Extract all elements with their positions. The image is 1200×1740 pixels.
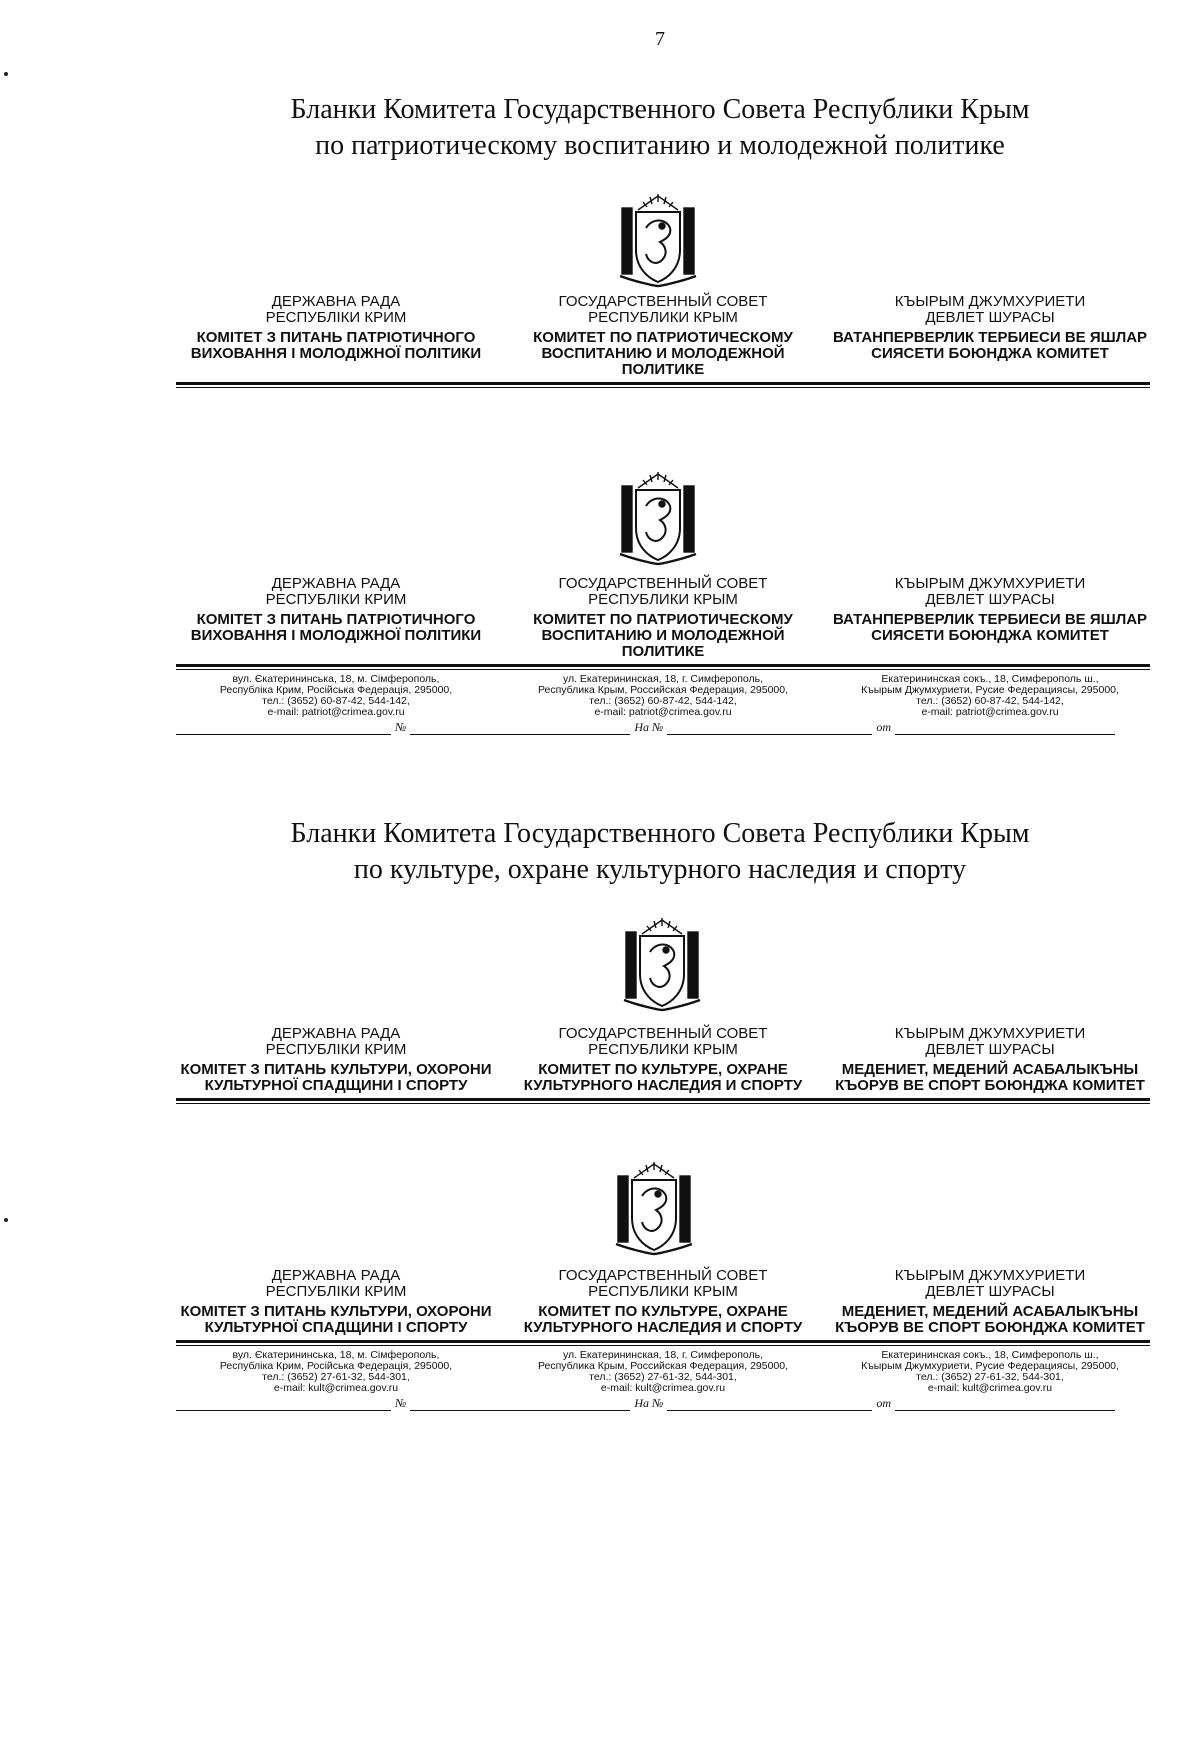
address-block-ukrainian: вул. Єкатерининська, 18, м. Сімферополь, Республіка Крим, Російська Федерація, 295000, тел.: (3652) 27-61-32, 544-301, e-mail: kult@crimea.gov.ru <box>219 1349 453 1394</box>
council-name: КЪЫРЫМ ДЖУМХУРИЕТИ ДЕВЛЕТ ШУРАСЫ <box>894 575 1086 608</box>
header-rule <box>176 1098 1150 1101</box>
header-rule-thin <box>176 1345 1150 1346</box>
council-name: ДЕРЖАВНА РАДА РЕСПУБЛІКИ КРИМ <box>265 293 407 326</box>
council-name: ГОСУДАРСТВЕННЫЙ СОВЕТ РЕСПУБЛИКИ КРЫМ <box>558 293 768 326</box>
margin-mark <box>4 72 8 76</box>
section-title-culture <box>180 816 1140 888</box>
council-name: КЪЫРЫМ ДЖУМХУРИЕТИ ДЕВЛЕТ ШУРАСЫ <box>894 293 1086 326</box>
page-number: 7 <box>655 28 665 50</box>
address-block-crimean-tatar: Екатерининская сокъ., 18, Симферополь ш., Къырым Джумхуриети, Русие Федерациясы, 295000, тел.: (3652) 60-87-42, 544-142, e-mail: patriot@crimea.gov.ru <box>861 673 1119 718</box>
committee-name: КОМІТЕТ З ПИТАНЬ ПАТРІОТИЧНОГО ВИХОВАННЯ І МОЛОДІЖНОЇ ПОЛІТИКИ <box>190 611 482 644</box>
header-rule-thin <box>176 669 1150 670</box>
letterhead-column-crimean-tatar <box>830 1268 1150 1336</box>
committee-name: КОМИТЕТ ПО ПАТРИОТИЧЕСКОМУ ВОСПИТАНИЮ И МОЛОДЕЖНОЙ ПОЛИТИКЕ <box>533 329 793 378</box>
address-block-crimean-tatar: Екатерининская сокъ., 18, Симферополь ш., Къырым Джумхуриети, Русие Федерациясы, 295000, тел.: (3652) 27-61-32, 544-301, e-mail: kult@crimea.gov.ru <box>861 1349 1119 1394</box>
crimea-coat-of-arms-icon <box>616 192 700 288</box>
ref-date-label: от <box>876 1396 891 1410</box>
section-title-line1: Бланки Комитета Государственного Совета Республики Крым <box>290 94 1030 125</box>
ref-number-field <box>176 722 391 735</box>
ref-incoming-label: На № <box>634 720 664 734</box>
committee-name: КОМИТЕТ ПО КУЛЬТУРЕ, ОХРАНЕ КУЛЬТУРНОГО НАСЛЕДИЯ И СПОРТУ <box>523 1303 803 1336</box>
committee-name: МЕДЕНИЕТ, МЕДЕНИЙ АСАБАЛЫКЪНЫ КЪОРУВ ВЕ СПОРТ БОЮНДЖА КОМИТЕТ <box>835 1303 1145 1336</box>
committee-name: КОМІТЕТ З ПИТАНЬ ПАТРІОТИЧНОГО ВИХОВАННЯ І МОЛОДІЖНОЇ ПОЛІТИКИ <box>190 329 482 362</box>
letterhead-column-ukrainian <box>176 1268 496 1336</box>
committee-name: ВАТАНПЕРВЕРЛИК ТЕРБИЕСИ ВЕ ЯШЛАР СИЯСЕТИ БОЮНДЖА КОМИТЕТ <box>832 329 1148 362</box>
ref-date-value-field <box>895 722 1115 735</box>
ref-incoming-field <box>410 722 630 735</box>
ref-incoming-field <box>410 1398 630 1411</box>
committee-name: КОМИТЕТ ПО КУЛЬТУРЕ, ОХРАНЕ КУЛЬТУРНОГО НАСЛЕДИЯ И СПОРТУ <box>523 1061 803 1094</box>
section-title-line2: по культуре, охране культурного наследия и спорту <box>353 854 967 885</box>
ref-date-value-field <box>895 1398 1115 1411</box>
ref-date-field <box>667 1398 872 1411</box>
header-rule <box>176 382 1150 385</box>
letterhead-column-crimean-tatar <box>830 294 1150 378</box>
letterhead-patriotic-short <box>176 294 1150 388</box>
reference-line <box>176 720 1150 735</box>
council-name: ДЕРЖАВНА РАДА РЕСПУБЛІКИ КРИМ <box>265 1267 407 1300</box>
ref-number-label: № <box>395 1396 407 1410</box>
letterhead-column-ukrainian <box>176 576 496 660</box>
address-block-russian: ул. Екатерининская, 18, г. Симферополь, Республика Крым, Российская Федерация, 295000, тел.: (3652) 27-61-32, 544-301, e-mail: kult@crimea.gov.ru <box>537 1349 789 1394</box>
reference-line <box>176 1396 1150 1411</box>
section-title-patriotic <box>180 92 1140 164</box>
committee-name: МЕДЕНИЕТ, МЕДЕНИЙ АСАБАЛЫКЪНЫ КЪОРУВ ВЕ СПОРТ БОЮНДЖА КОМИТЕТ <box>835 1061 1145 1094</box>
ref-date-field <box>667 722 872 735</box>
council-name: ДЕРЖАВНА РАДА РЕСПУБЛІКИ КРИМ <box>265 1025 407 1058</box>
margin-mark <box>4 1218 8 1222</box>
letterhead-column-crimean-tatar <box>830 1026 1150 1094</box>
crimea-coat-of-arms-icon <box>612 1160 696 1256</box>
letterhead-column-ukrainian <box>176 294 496 378</box>
letterhead-column-russian <box>503 576 823 660</box>
committee-name: КОМІТЕТ З ПИТАНЬ КУЛЬТУРИ, ОХОРОНИ КУЛЬТУРНОЇ СПАДЩИНИ І СПОРТУ <box>180 1303 492 1336</box>
section-title-line1: Бланки Комитета Государственного Совета Республики Крым <box>290 818 1030 849</box>
header-rule <box>176 1340 1150 1343</box>
letterhead-column-russian <box>503 1268 823 1336</box>
letterhead-column-ukrainian <box>176 1026 496 1094</box>
ref-number-field <box>176 1398 391 1411</box>
council-name: ГОСУДАРСТВЕННЫЙ СОВЕТ РЕСПУБЛИКИ КРЫМ <box>558 1025 768 1058</box>
section-title-line2: по патриотическому воспитанию и молодежной политике <box>315 130 1005 161</box>
letterhead-culture-short <box>176 1026 1150 1104</box>
ref-number-label: № <box>395 720 407 734</box>
letterhead-column-russian <box>503 294 823 378</box>
council-name: ДЕРЖАВНА РАДА РЕСПУБЛІКИ КРИМ <box>265 575 407 608</box>
committee-name: КОМІТЕТ З ПИТАНЬ КУЛЬТУРИ, ОХОРОНИ КУЛЬТУРНОЇ СПАДЩИНИ І СПОРТУ <box>180 1061 492 1094</box>
address-block-ukrainian: вул. Єкатерининська, 18, м. Сімферополь, Республіка Крим, Російська Федерація, 295000, тел.: (3652) 60-87-42, 544-142, e-mail: patriot@crimea.gov.ru <box>219 673 453 718</box>
letterhead-culture-full <box>176 1268 1150 1411</box>
header-rule <box>176 664 1150 667</box>
header-rule-thin <box>176 1103 1150 1104</box>
address-block-russian: ул. Екатерининская, 18, г. Симферополь, Республика Крым, Российская Федерация, 295000, тел.: (3652) 60-87-42, 544-142, e-mail: patriot@crimea.gov.ru <box>537 673 789 718</box>
crimea-coat-of-arms-icon <box>620 916 704 1012</box>
council-name: ГОСУДАРСТВЕННЫЙ СОВЕТ РЕСПУБЛИКИ КРЫМ <box>558 575 768 608</box>
header-rule-thin <box>176 387 1150 388</box>
council-name: КЪЫРЫМ ДЖУМХУРИЕТИ ДЕВЛЕТ ШУРАСЫ <box>894 1267 1086 1300</box>
letterhead-column-russian <box>503 1026 823 1094</box>
council-name: КЪЫРЫМ ДЖУМХУРИЕТИ ДЕВЛЕТ ШУРАСЫ <box>894 1025 1086 1058</box>
council-name: ГОСУДАРСТВЕННЫЙ СОВЕТ РЕСПУБЛИКИ КРЫМ <box>558 1267 768 1300</box>
letterhead-column-crimean-tatar <box>830 576 1150 660</box>
ref-date-label: от <box>876 720 891 734</box>
letterhead-patriotic-full <box>176 576 1150 735</box>
ref-incoming-label: На № <box>634 1396 664 1410</box>
committee-name: КОМИТЕТ ПО ПАТРИОТИЧЕСКОМУ ВОСПИТАНИЮ И МОЛОДЕЖНОЙ ПОЛИТИКЕ <box>533 611 793 660</box>
committee-name: ВАТАНПЕРВЕРЛИК ТЕРБИЕСИ ВЕ ЯШЛАР СИЯСЕТИ БОЮНДЖА КОМИТЕТ <box>832 611 1148 644</box>
crimea-coat-of-arms-icon <box>616 470 700 566</box>
